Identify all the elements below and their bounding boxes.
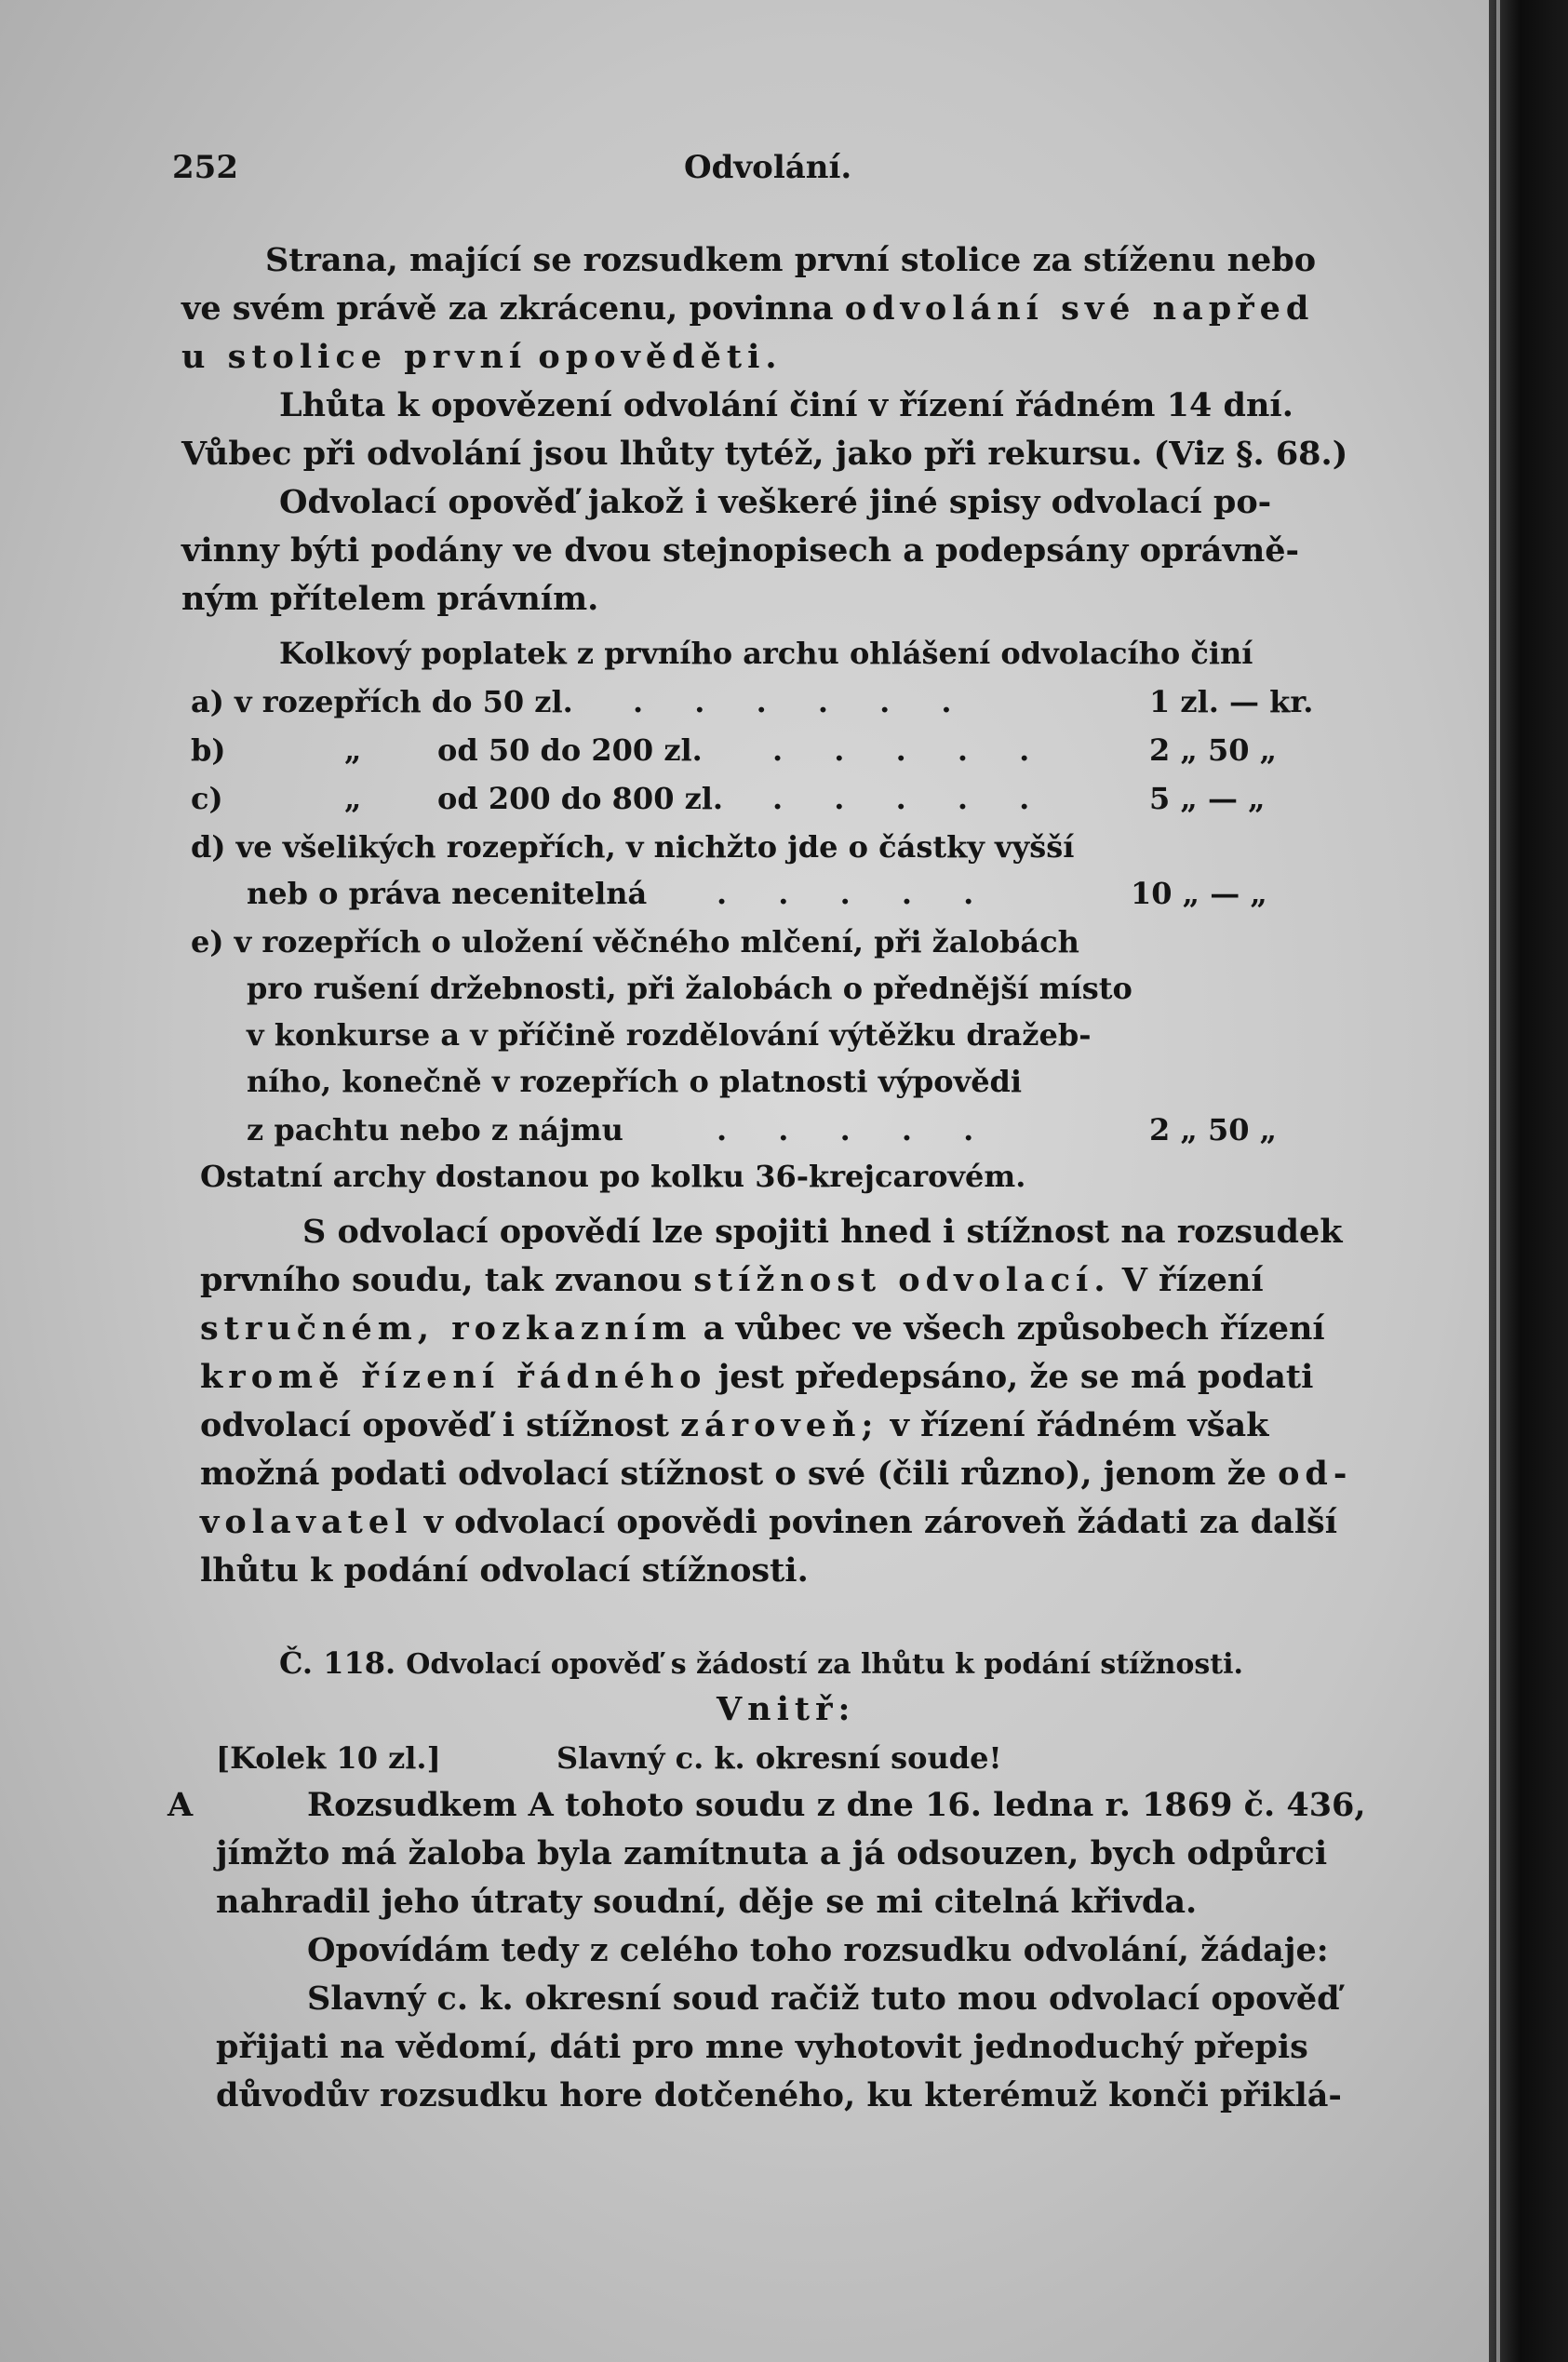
letter-line1: Rozsudkem A tohoto soudu z dne 16. ledna r. 1869 č. 436, [307,1786,1366,1824]
para4-line1: S odvolací opovědí lze spojiti hned i stížnost na rozsudek [302,1213,1343,1251]
fee-e-dots: . . . . . [717,1112,995,1147]
para1-emphasis3: opověděti. [538,338,783,376]
fee-e-amount: 2 „ 50 „ [1149,1112,1278,1147]
letter-line6: přijati na vědomí, dáti pro mne vyhotovit jednoduchý přepis [216,2028,1308,2066]
fee-a-amount: 1 zl. — kr. [1149,684,1314,719]
para4-l5c: v řízení řádném však [890,1406,1269,1444]
para1-emphasis2: u stolice první [181,338,528,376]
fee-e-line1: e) v rozepřích o uložení věčného mlčení, při žalobách [191,924,1079,960]
fee-e-line5: z pachtu nebo z nájmu [247,1112,623,1147]
letter-line4: Opovídám tedy z celého toho rozsudku odvolání, žádaje: [307,1931,1329,1969]
letter-line5: Slavný c. k. okresní soud račiž tuto mou odvolací opověď [307,1980,1340,2018]
fee-c-ditto: „ [344,781,362,816]
para3-line3: ným přítelem právním. [181,580,599,618]
para4-l6b: od- [1278,1455,1353,1493]
para2-line1: Lhůta k opovězení odvolání činí v řízení řádném 14 dní. [279,386,1293,424]
para1-line2 [181,289,1314,329]
para4-l5b: zároveň; [680,1406,879,1444]
fee-c-label: c) [191,781,223,816]
para4-line5 [200,1405,1268,1446]
section-title: Odvolací opověď s žádostí za lhůtu k podání stížnosti. [406,1648,1244,1681]
para3-line2: vinny býti podány ve dvou stejnopisech a podepsány oprávně- [181,531,1300,570]
para4-line4 [200,1357,1313,1398]
page-number: 252 [172,149,238,186]
para4-l3b: a vůbec ve všech způsobech řízení [703,1309,1325,1348]
para4-l3a: stručném, rozkazním [200,1309,692,1348]
para1-emphasis1: odvolání své napřed [844,289,1315,328]
fee-d-line2: neb o práva necenitelná [247,876,648,911]
section-inside-label: Vnitř: [717,1690,856,1728]
para4-l5a: odvolací opověď i stížnost [200,1406,669,1444]
para4-l2a: prvního soudu, tak zvanou [200,1261,683,1299]
letter-line3: nahradil jeho útraty soudní, děje se mi citelná křivda. [216,1883,1198,1921]
salutation: Slavný c. k. okresní soude! [556,1740,1002,1776]
book-spine-shadow [1489,0,1568,2362]
para4-l7a: volavatel [200,1503,413,1541]
fee-note: Ostatní archy dostanou po kolku 36-krejcarovém. [200,1159,1026,1194]
fee-e-line3: v konkurse a v příčině rozdělování výtěžku dražeb- [247,1017,1092,1053]
para3-line1: Odvolací opověď jakož i veškeré jiné spisy odvolací po- [279,483,1272,521]
para4-l2b: stížnost odvolací. [693,1261,1111,1299]
fee-c-dots: . . . . . [772,781,1051,816]
letter-line2: jímžto má žaloba byla zamítnuta a já odsouzen, bych odpůrci [216,1834,1328,1872]
para4-line7 [200,1502,1337,1543]
para1-line3 [181,337,783,378]
para4-line6 [200,1454,1352,1495]
fee-e-line4: ního, konečně v rozepřích o platnosti výpovědi [247,1064,1023,1099]
para2-line2: Vůbec při odvolání jsou lhůty tytéž, jako při rekursu. (Viz §. 68.) [181,435,1348,473]
fee-d-amount: 10 „ — „ [1131,876,1267,911]
para1-line2-text: ve svém právě za zkrácenu, povinna [181,289,834,328]
fee-d-line1: d) ve všelikých rozepřích, v nichžto jde o částky vyšší [191,829,1075,865]
fee-b-dots: . . . . . [772,732,1051,768]
para4-l6a: možná podati odvolací stížnost o své (čili různo), jenom že [200,1455,1266,1493]
section-number: Č. 118. [279,1645,396,1681]
fee-e-line2: pro rušení držebnosti, při žalobách o přednější místo [247,971,1132,1006]
para4-line2 [200,1260,1264,1301]
section-heading [279,1643,1243,1685]
fee-b-label: b) [191,732,226,768]
running-title: Odvolání. [684,149,852,186]
para4-line3 [200,1308,1325,1349]
stamp-label: [Kolek 10 zl.] [216,1740,441,1776]
para4-l4a: kromě řízení řádného [200,1358,707,1396]
letter-line7: důvodův rozsudku hore dotčeného, ku kterémuž konči přiklá- [216,2076,1342,2114]
fee-intro: Kolkový poplatek z prvního archu ohlášení odvolacího činí [279,636,1253,671]
para1-line1: Strana, mající se rozsudkem první stolice za stíženu nebo [265,241,1317,279]
fee-d-dots: . . . . . [717,876,995,911]
fee-b-ditto: „ [344,732,362,768]
fee-a-dots: . . . . . . [633,684,972,719]
fee-c-range: od 200 do 800 zl. [437,781,724,816]
fee-b-amount: 2 „ 50 „ [1149,732,1278,768]
para4-l4b: jest předepsáno, že se má podati [717,1358,1314,1396]
fee-a-label: a) v rozepřích do 50 zl. [191,684,573,719]
para4-l2c: V řízení [1121,1261,1264,1299]
adjacent-page-edge [1496,0,1500,2362]
para4-l7b: v odvolací opovědi povinen zároveň žádati za další [423,1503,1338,1541]
fee-b-range: od 50 do 200 zl. [437,732,703,768]
para4-line8: lhůtu k podání odvolací stížnosti. [200,1551,809,1590]
fee-c-amount: 5 „ — „ [1149,781,1266,816]
letter-mark: A [168,1786,194,1824]
